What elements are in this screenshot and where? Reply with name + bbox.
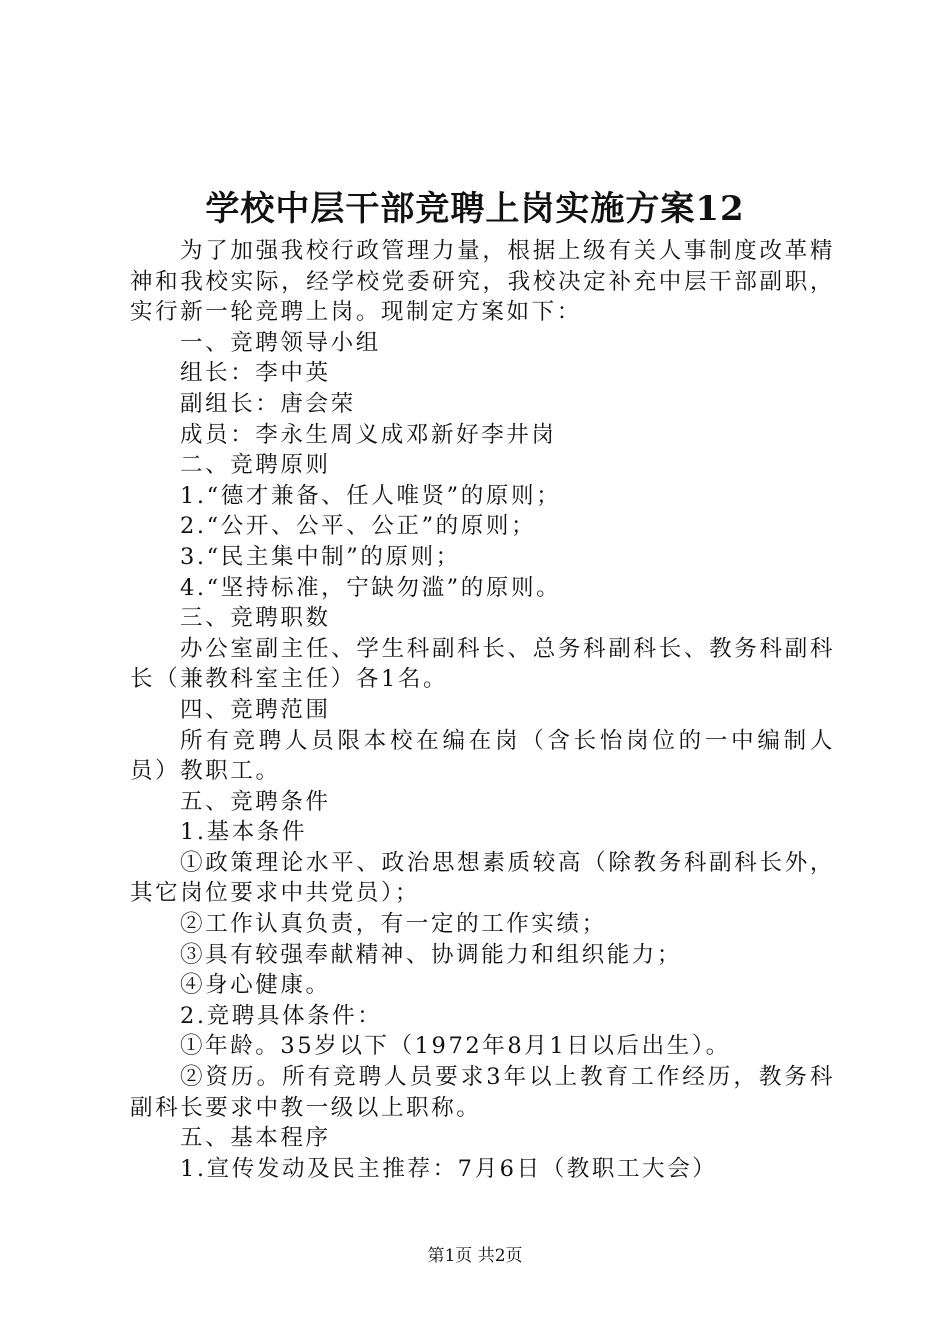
section-heading: 五、竞聘条件 (180, 788, 331, 815)
section-heading: 四、竞聘范围 (180, 696, 331, 723)
list-item: 1.宣传发动及民主推荐：7月6日（教职工大会） (180, 1155, 718, 1182)
list-item: ①年龄。35岁以下（1972年8月1日以后出生）。 (180, 1033, 731, 1060)
list-item: ②工作认真负责，有一定的工作实绩； (180, 911, 607, 938)
paragraph: 副组长：唐会荣 (180, 390, 356, 417)
paragraph: 组长：李中英 (180, 360, 331, 387)
list-item: 3.“民主集中制”的原则； (180, 543, 461, 570)
paragraph: 成员：李永生周义成邓新好李井岗 (180, 421, 557, 448)
list-item: ④身心健康。 (180, 972, 331, 999)
list-item: ②资历。所有竞聘人员要求3年以上教育工作经历，教务科副科长要求中教一级以上职称。 (130, 1064, 835, 1121)
section-heading: 五、基本程序 (180, 1125, 331, 1152)
subsection-heading: 2.竞聘具体条件： (180, 1002, 383, 1029)
list-item: 2.“公开、公平、公正”的原则； (180, 513, 537, 540)
paragraph: 办公室副主任、学生科副科长、总务科副科长、教务科副科长（兼教科室主任）各1名。 (130, 635, 835, 693)
list-item: ③具有较强奉献精神、协调能力和组织能力； (180, 941, 683, 968)
section-heading: 三、竞聘职数 (180, 605, 331, 632)
paragraph: 所有竞聘人员限本校在编在岗（含长怡岗位的一中编制人员）教职工。 (130, 727, 835, 785)
paragraph: 为了加强我校行政管理力量，根据上级有关人事制度改革精神和我校实际，经学校党委研究，我校决定补充中层干部副职，实行新一轮竞聘上岗。现制定方案如下： (130, 238, 835, 326)
subsection-heading: 1.基本条件 (180, 819, 308, 846)
section-heading: 二、竞聘原则 (180, 452, 331, 479)
list-item: 1.“德才兼备、任人唯贤”的原则； (180, 482, 562, 509)
document-title: 学校中层干部竞聘上岗实施方案12 (205, 189, 745, 229)
list-item: 4.“坚持标准，宁缺勿滥”的原则。 (180, 574, 562, 601)
page-footer: 第1页 共2页 (427, 1246, 523, 1266)
document-body (130, 236, 835, 1184)
list-item: ①政策理论水平、政治思想素质较高（除教务科副科长外，其它岗位要求中共党员）； (130, 849, 835, 907)
section-heading: 一、竞聘领导小组 (180, 329, 381, 356)
